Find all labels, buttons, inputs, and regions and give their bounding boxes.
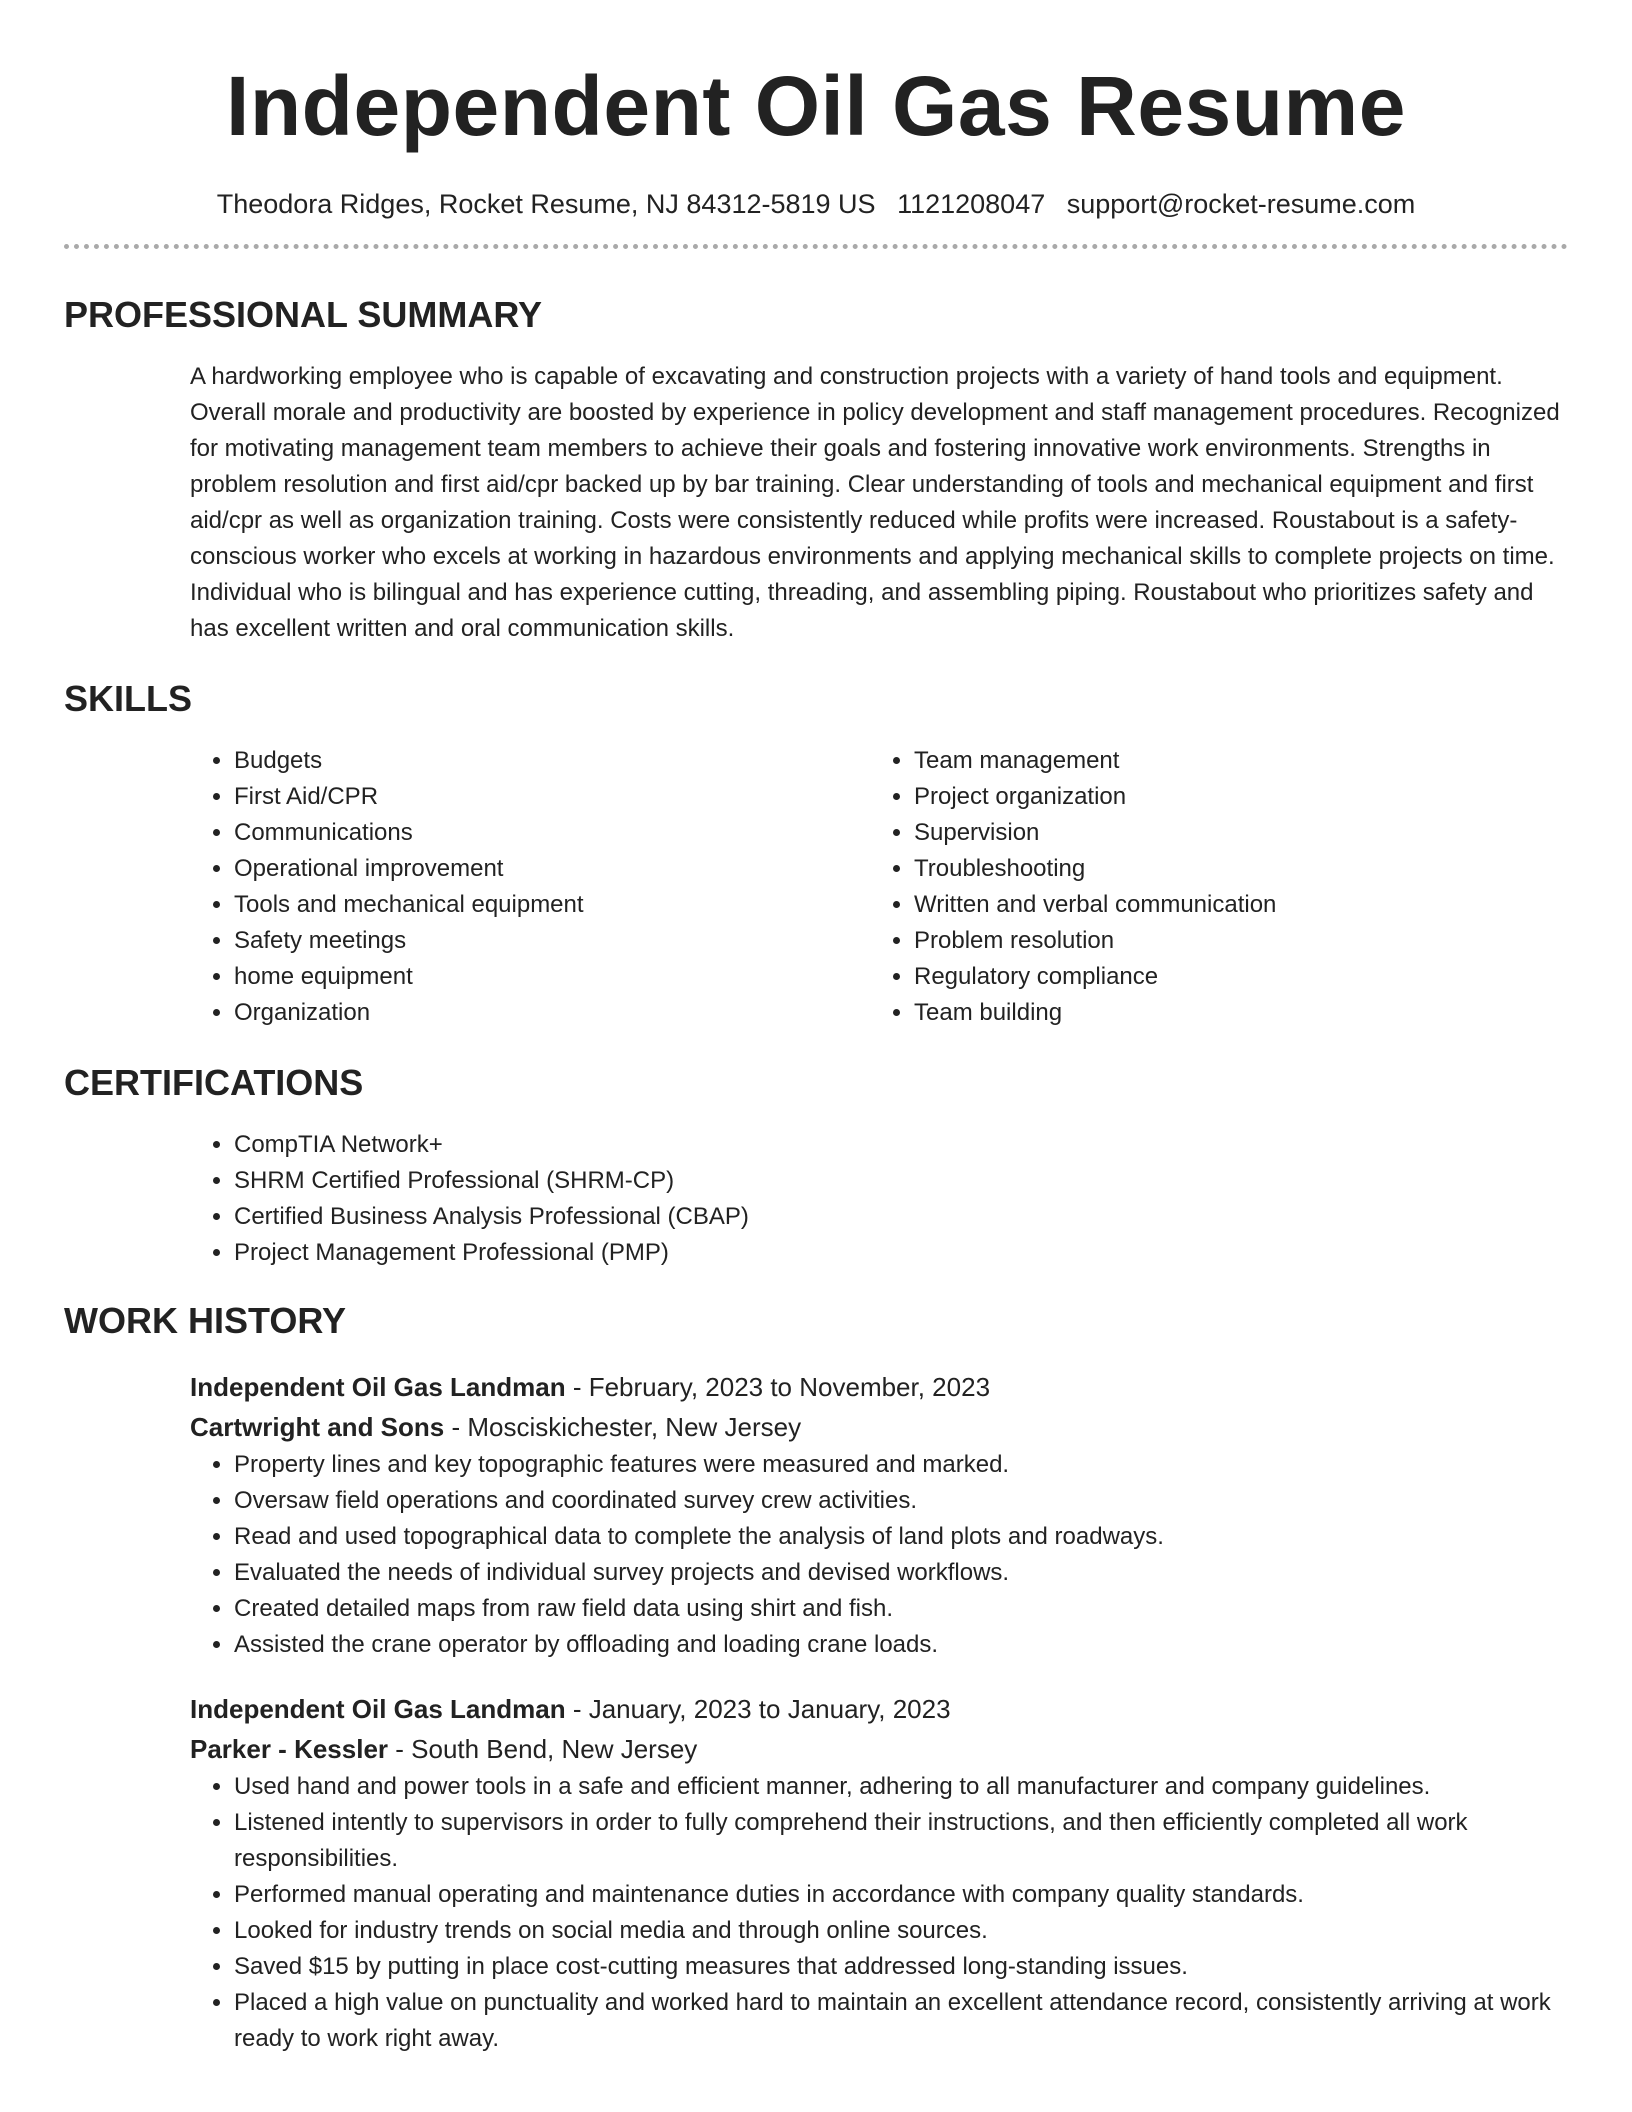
skill-item: • Problem resolution — [914, 923, 1550, 959]
job-company: Parker - Kessler — [190, 1734, 389, 1764]
job-entry — [190, 1689, 1568, 2057]
skills-list-right — [870, 743, 1550, 1031]
contact-line — [64, 186, 1568, 222]
certification-item: • SHRM Certified Professional (SHRM-CP) — [234, 1163, 1568, 1199]
job-duty: • Used hand and power tools in a safe and efficient manner, adhering to all manufacturer and company guidelines. — [234, 1769, 1568, 1805]
certification-item: • Project Management Professional (PMP) — [234, 1235, 1568, 1271]
summary-text: A hardworking employee who is capable of excavating and construction projects with a variety of hand tools and equipment. Overall morale and productivity are boosted by experience in policy development and staff management procedures. Recognized for motivating management team members to achieve their goals and fostering innovative work environments. Strengths in problem resolution and first aid/cpr backed up by bar training. Clear understanding of tools and mechanical equipment and first aid/cpr as well as organization training. Costs were consistently reduced while profits were increased. Roustabout is a safety-conscious worker who excels at working in hazardous environments and applying mechanical skills to complete projects on time. Individual who is bilingual and has experience cutting, threading, and assembling piping. Roustabout who prioritizes safety and has excellent written and oral communication skills. — [190, 363, 1560, 642]
skill-item: • Organization — [234, 995, 870, 1031]
skills-grid — [190, 743, 1568, 1031]
skill-item: • Project organization — [914, 779, 1550, 815]
job-location: - South Bend, New Jersey — [388, 1734, 698, 1764]
skill-item: • Operational improvement — [234, 851, 870, 887]
job-duty: • Evaluated the needs of individual survey projects and devised workflows. — [234, 1555, 1568, 1591]
job-duty: • Read and used topographical data to complete the analysis of land plots and roadways. — [234, 1519, 1568, 1555]
skill-item: • Troubleshooting — [914, 851, 1550, 887]
page-title: Independent Oil Gas Resume — [226, 59, 1406, 153]
job-duty: • Saved $15 by putting in place cost-cutting measures that addressed long-standing issues. — [234, 1949, 1568, 1985]
job-duty: • Oversaw field operations and coordinated survey crew activities. — [234, 1483, 1568, 1519]
certifications-list — [190, 1127, 1568, 1271]
job-company: Cartwright and Sons — [190, 1412, 445, 1442]
work-history-heading: WORK HISTORY — [64, 1300, 347, 1341]
skill-item: • Safety meetings — [234, 923, 870, 959]
summary-heading: PROFESSIONAL SUMMARY — [64, 294, 543, 335]
job-duty: • Assisted the crane operator by offloading and loading crane loads. — [234, 1627, 1568, 1663]
certification-item: • Certified Business Analysis Professional (CBAP) — [234, 1199, 1568, 1235]
contact-email: support@rocket-resume.com — [1066, 189, 1416, 219]
skill-item: • First Aid/CPR — [234, 779, 870, 815]
skill-item: • Budgets — [234, 743, 870, 779]
job-company-line — [190, 1729, 1568, 1769]
header-divider — [64, 244, 1568, 249]
job-duties-list — [190, 1447, 1568, 1663]
job-duty: • Created detailed maps from raw field data using shirt and fish. — [234, 1591, 1568, 1627]
job-title: Independent Oil Gas Landman — [190, 1372, 566, 1402]
job-duty: • Placed a high value on punctuality and worked hard to maintain an excellent attendance record, consistently arriving at work ready to work right away. — [234, 1985, 1568, 2057]
job-duty: • Looked for industry trends on social media and through online sources. — [234, 1913, 1568, 1949]
skill-item: • Written and verbal communication — [914, 887, 1550, 923]
skills-column-left — [190, 743, 870, 1031]
skill-item: • Team building — [914, 995, 1550, 1031]
certifications-block — [190, 1127, 1568, 1271]
skills-list-left — [190, 743, 870, 1031]
skill-item: • Tools and mechanical equipment — [234, 887, 870, 923]
job-company-line — [190, 1407, 1568, 1447]
job-duty: • Property lines and key topographic features were measured and marked. — [234, 1447, 1568, 1483]
job-title: Independent Oil Gas Landman — [190, 1694, 566, 1724]
job-duty: • Performed manual operating and maintenance duties in accordance with company quality standards. — [234, 1877, 1568, 1913]
skill-item: • Communications — [234, 815, 870, 851]
skill-item: • Supervision — [914, 815, 1550, 851]
job-entry — [190, 1367, 1568, 1663]
job-duties-list — [190, 1769, 1568, 2057]
skill-item: • Team management — [914, 743, 1550, 779]
contact-phone: 1121208047 — [897, 189, 1046, 219]
contact-address: Theodora Ridges, Rocket Resume, NJ 84312-5819 US — [216, 189, 876, 219]
certifications-heading: CERTIFICATIONS — [64, 1062, 364, 1103]
job-title-line — [190, 1689, 1568, 1729]
job-duty: • Listened intently to supervisors in order to fully comprehend their instructions, and then efficiently completed all work responsibilities. — [234, 1805, 1568, 1877]
certification-item: • CompTIA Network+ — [234, 1127, 1568, 1163]
job-location: - Mosciskichester, New Jersey — [444, 1412, 802, 1442]
job-dates: - January, 2023 to January, 2023 — [565, 1694, 951, 1724]
job-dates: - February, 2023 to November, 2023 — [565, 1372, 991, 1402]
skills-heading: SKILLS — [64, 678, 193, 719]
skills-column-right — [870, 743, 1550, 1031]
skill-item: • Regulatory compliance — [914, 959, 1550, 995]
job-title-line — [190, 1367, 1568, 1407]
skill-item: • home equipment — [234, 959, 870, 995]
